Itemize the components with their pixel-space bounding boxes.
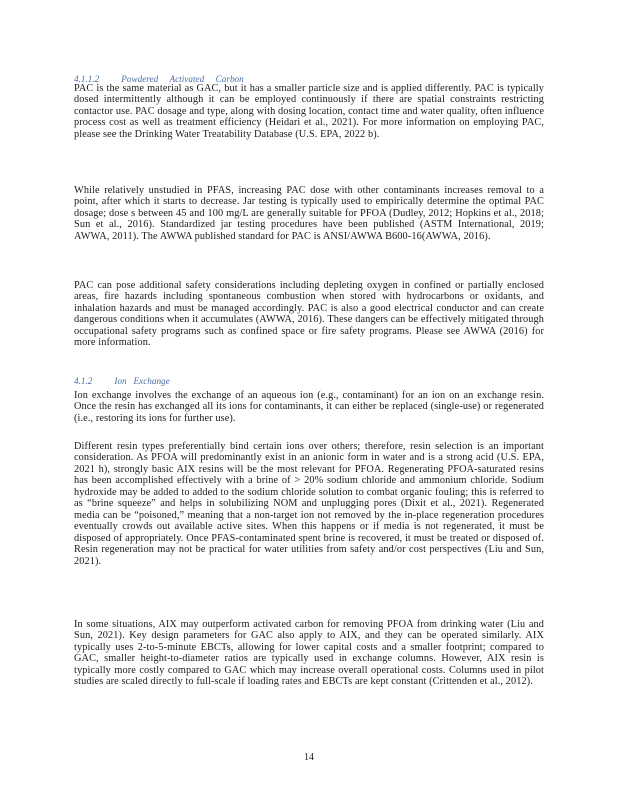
section-title: Ion Exchange (114, 376, 170, 386)
paragraph-ix-comparison: In some situations, AIX may outperform activated carbon for removing PFOA from drinking water (Liu and Sun, 2021). Key design parameters for GAC also apply to AIX, and they can be operated similarly. AIX typically uses 2-to-5-minute EBCTs, allowing for lower capital costs and a smaller footprint; compared to GAC, smaller height-to-diameter ratios are typically used in exchange columns. However, AIX resin is typically more costly compared to GAC which may increase overall operational costs. Columns used in pilot studies are scaled directly to full-scale if loading rates and EBCTs are kept constant (Crittenden et al., 2012). (74, 619, 544, 688)
section-heading-ion-exchange (74, 375, 170, 387)
paragraph-pac-dosage: While relatively unstudied in PFAS, increasing PAC dose with other contaminants increases removal to a point, after which it starts to decrease. Jar testing is typically used to empirically determine the optimal PAC dosage; dose s between 45 and 100 mg/L are generally suitable for PFOA (Dudley, 2012; Hopkins et al., 2018; Sun et al., 2016). Standardized jar testing procedures have been published (ASTM International, 2019; AWWA, 2011). The AWWA published standard for PAC is ANSI/AWWA B600-16(AWWA, 2016). (74, 185, 544, 242)
page-number: 14 (304, 752, 314, 763)
section-number: 4.1.1.2 (74, 74, 100, 84)
paragraph-ix-overview: Ion exchange involves the exchange of an aqueous ion (e.g., contaminant) for an ion on an exchange resin. Once the resin has exchanged all its ions for contaminants, it can either be replaced (single-use) or regenerated (i.e., restoring its ions for further use). (74, 390, 544, 424)
paragraph-pac-safety: PAC can pose additional safety considerations including depleting oxygen in confined or partially enclosed areas, fire hazards including spontaneous combustion when stored with hydrocarbons or oxidants, and inhalation hazards and must be managed accordingly. PAC is also a good electrical conductor and can create dangerous conditions when it accumulates (AWWA, 2016). These dangers can be effectively mitigated through occupational safety programs such as confined space or fire safety programs. Please see AWWA (2016) for more information. (74, 280, 544, 349)
paragraph-ix-resins: Different resin types preferentially bind certain ions over others; therefore, resin selection is an important consideration. As PFOA will predominantly exist in an anionic form in water and is a strong acid (U.S. EPA, 2021 h), strongly basic AIX resins will be the most relevant for PFOA. Regenerating PFOA-saturated resins has been accomplished effectively with a brine of > 20% sodium chloride and ammonium chloride. Sodium hydroxide may be added to added to the sodium chloride solution to combat organic fouling; this is referred to as “brine squeeze” and helps in solubilizing NOM and unplugging pores (Dixit et al., 2021). Regenerated media can be “poisoned,” meaning that a non-target ion not removed by the in-place regeneration procedures eventually crowds out available active sites. When this happens or if media is not regenerated, it must be disposed of appropriately. Once PFAS-contaminated spent brine is recovered, it must be treated or disposed of. Resin regeneration may not be practical for water utilities from safety and/or cost perspectives (Liu and Sun, 2021). (74, 441, 544, 567)
section-title: Powdered Activated Carbon (121, 74, 244, 84)
paragraph-pac-overview: PAC is the same material as GAC, but it has a smaller particle size and is applied differently. PAC is typically dosed intermittently although it can be employed continuously if there are spatial constraints restricting contactor use. PAC dosage and type, along with dosing location, contact time and water quality, often influence process cost as well as treatment efficiency (Heidari et al., 2021). For more information on employing PAC, please see the Drinking Water Treatability Database (U.S. EPA, 2022 b). (74, 83, 544, 140)
section-number: 4.1.2 (74, 376, 93, 386)
